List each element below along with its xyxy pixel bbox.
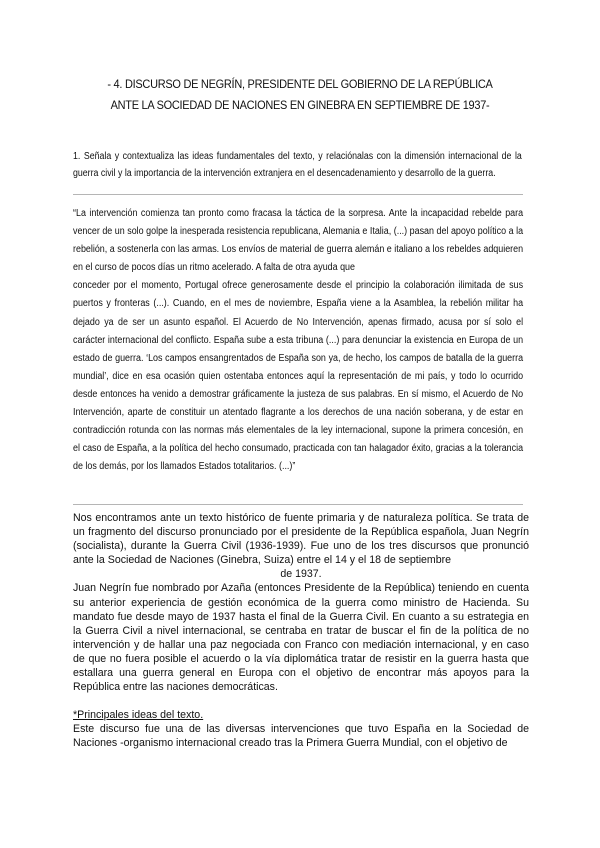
quoted-speech (73, 205, 523, 476)
quote-paragraph-2: conceder por el momento, Portugal ofrece generosamente desde el principio la colaboración ilimitada de sus puertos y fronteras (...). Cuando, en el mes de noviembre, España viene a la Asamblea, la rebelión militar ha dejado ya de ser un asunto español. El Acuerdo de No Intervención, apenas firmado, acusa por sí solo el carácter internacional del conflicto. España sube a esta tribuna (...) para denunciar la existencia en Europa de un estado de guerra. ‘Los campos ensangrentados de España son ya, de hecho, los campos de batalla de la guerra mundial’, dice en esa ocasión quien ostentaba entonces aquí la representación de mi país, y todo lo ocurrido desde entonces ha venido a demostrar gráficamente la justeza de sus palabras. En sí mismo, el Acuerdo de No Intervención, aparte de constituir un atentado flagrante a los derechos de una nación soberana, y de estar en contradicción rotunda con las normas más elementales de la ley internacional, supone la primera concesión, en el caso de España, a la política del hecho consumado, practicada con tan halagador éxito, gracias a la tolerancia de los demás, por los llamados Estados totalitarios. (...)” (73, 280, 524, 473)
commentary-paragraph-3: Este discurso fue una de las diversas intervenciones que tuvo España en la Sociedad de Naciones -organismo internacional creado tras la Primera Guerra Mundial, con el objetivo de (73, 723, 529, 750)
quote-paragraph-1: “La intervención comienza tan pronto como fracasa la táctica de la sorpresa. Ante la incapacidad rebelde para vencer de un solo golpe la inesperada resistencia republicana, Alemania e Italia, (...) pasan del apoyo político a la rebelión, a sostenerla con las armas. Los envíos de material de guerra alemán e italiano a los rebeldes adquieren en el curso de pocos días un ritmo acelerado. A falta de otra ayuda que (73, 208, 524, 274)
commentary-paragraph-1: Nos encontramos ante un texto histórico de fuente primaria y de naturaleza política. Se trata de un fragmento del discurso pronunciado por el presidente de la República española, Juan Negrín (socialista), durante la Guerra Civil (1936-1939). Fue uno de los tres discursos que pronunció ante la Sociedad de Naciones (Ginebra, Suiza) entre el 14 y el 18 de septiembre (73, 512, 529, 567)
document-title: - 4. DISCURSO DE NEGRÍN, PRESIDENTE DEL GOBIERNO DE LA REPÚBLICA ANTE LA SOCIEDAD DE NACIONES EN GINEBRA EN SEPTIEMBRE DE 1937- (107, 77, 493, 112)
commentary-paragraph-1-end: de 1937. (280, 568, 322, 581)
commentary-body (73, 511, 529, 751)
divider-bottom (73, 504, 523, 505)
commentary-paragraph-2: Juan Negrín fue nombrado por Azaña (entonces Presidente de la República) teniendo en cuenta su anterior experiencia de gestión económica de la guerra como ministro de Hacienda. Su mandato fue desde mayo de 1937 hasta el final de la Guerra Civil. En cuanto a su estrategia en la Guerra Civil a nivel internacional, se centraba en tratar de buscar el fin de la política de no intervención y de hallar una paz negociada con Franco con mediación internacional, y en caso de que no fuera posible el acuerdo o la vía diplomática tratar de resistir en la guerra hasta que estallara una guerra general en Europa con el objetivo de encontrar más apoyos para la República entre las naciones democráticas. (73, 582, 529, 694)
divider-top (73, 194, 523, 195)
section-heading: *Principales ideas del texto. (73, 709, 204, 722)
exercise-question: 1. Señala y contextualiza las ideas fundamentales del texto, y relaciónalas con la dimensión internacional de la guerra civil y la importancia de la intervención extranjera en el desencadenamiento y desarrollo de la guerra. (73, 151, 522, 179)
